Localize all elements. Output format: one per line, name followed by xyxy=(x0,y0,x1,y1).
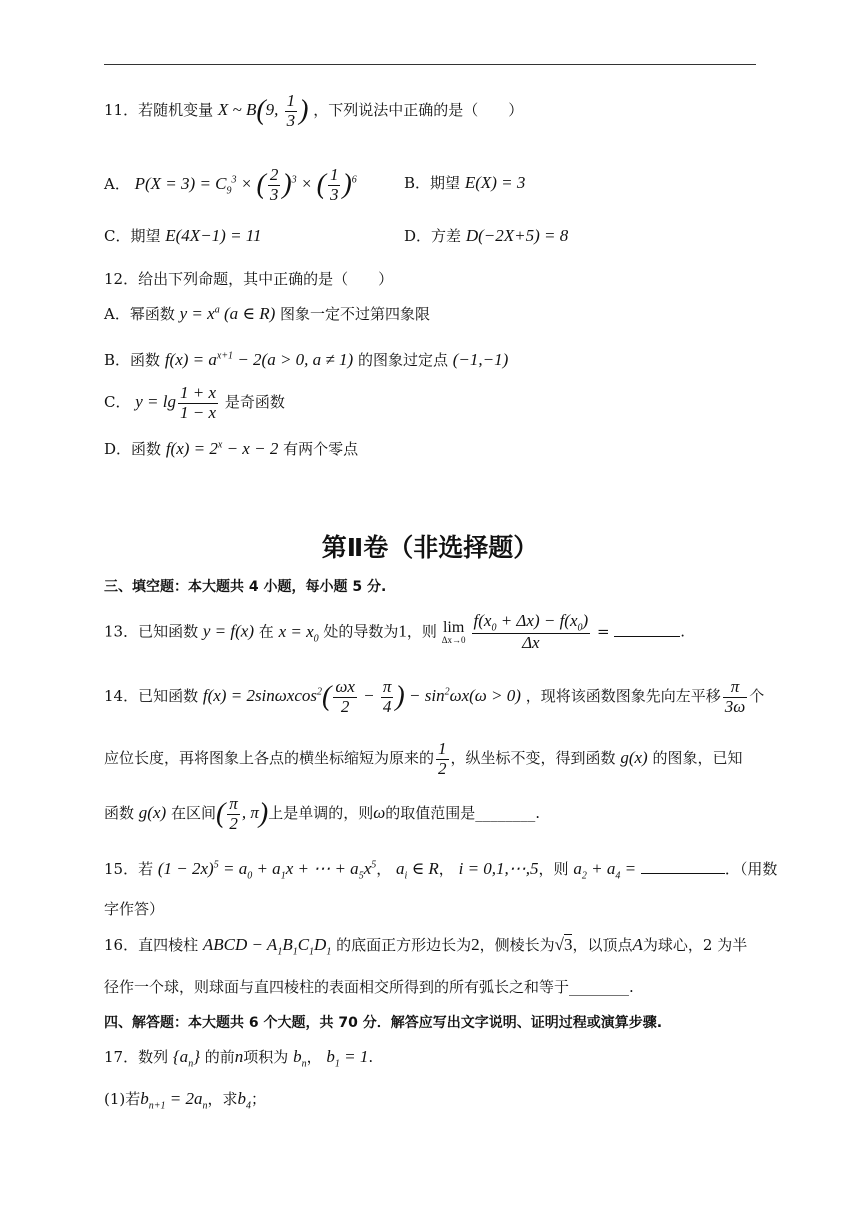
q16-text: 16．直四棱柱 xyxy=(104,936,199,954)
q16-vertex: A xyxy=(632,935,643,954)
q16-text: ，以顶点 xyxy=(572,936,633,954)
q14-text: 在区间 xyxy=(170,804,216,823)
q14-shift: $\frac{\pi}{3\omega}$ xyxy=(724,677,746,716)
q16-sqrt3: √3 xyxy=(554,935,573,954)
q12-option-b-math: $f(x) = a^{x+1} - 2(a > 0$, a ≠ 1) xyxy=(164,350,354,369)
section-title: 第Ⅱ卷（非选择题） xyxy=(321,533,539,562)
option-label: A．幂函数 xyxy=(104,305,175,323)
question-14-line-1 xyxy=(104,678,764,716)
q11-stem-end: ，下列说法中正确的是（ ） xyxy=(313,101,524,120)
q15-ai: $a_i$ ∈ R xyxy=(396,859,439,882)
q17-sequence: $\{a_n\}$ xyxy=(172,1047,200,1070)
option-label: C． xyxy=(104,393,131,412)
q12-option-a-math: $y = x^a$ (a ∈ R) xyxy=(179,304,276,323)
q14-omega: ω xyxy=(373,803,386,823)
question-12-stem: 12．给出下列命题，其中正确的是（ ） xyxy=(104,270,394,288)
q17-condition: $b_{n+1} = 2a_n$ xyxy=(140,1089,208,1112)
question-11-option-c xyxy=(104,225,262,246)
q17-text: (1)若 xyxy=(104,1090,141,1108)
q14-text: 的图象，已知 xyxy=(652,749,743,768)
part-4-heading: 四、解答题：本大题共 6 个大题，共 70 分．解答应写出文字说明、证明过程或演算步骤. xyxy=(104,1015,663,1031)
q14-g: g(x) xyxy=(620,748,648,768)
part-3-heading: 三、填空题：本大题共 4 小题，每小题 5 分. xyxy=(104,579,387,595)
q15-text: ，则 xyxy=(538,860,569,878)
q17-text: 项积为 xyxy=(243,1048,289,1066)
header-rule xyxy=(104,64,756,65)
q14-text: 14．已知函数 xyxy=(104,687,199,706)
q14-text: ，现将该函数图象先向左平移 xyxy=(525,687,721,706)
q12-option-d-math: $f(x) = 2^x - x - 2$ xyxy=(165,439,279,458)
option-label: D．函数 xyxy=(104,440,162,458)
q17-text: . xyxy=(368,1048,374,1066)
q14-text: ，纵坐标不变，得到函数 xyxy=(450,749,616,768)
option-label: A． xyxy=(104,175,130,194)
option-label: C．期望 xyxy=(104,227,161,245)
q14-function: f(x) = 2sinωxcos$^2$( $\frac{\omega x}{2}$ − $\frac{\pi}{4}$ ) − $\sin^2\omega x(\omega > 0)$ xyxy=(202,677,521,716)
q13-text: 处的导数为 xyxy=(323,622,399,641)
question-11-option-d xyxy=(404,225,568,246)
option-text: 图象一定不过第四象限 xyxy=(280,305,431,323)
q17-text: ， xyxy=(306,1048,322,1066)
q16-text: ，侧棱长为 xyxy=(479,936,555,954)
q15-target: $a_2 + a_4$ = xyxy=(573,859,637,882)
question-17-part-1 xyxy=(104,1088,266,1111)
q14-half: $\frac{1}{2}$ xyxy=(438,739,447,778)
q12-option-c-math: y = lg $\frac{1 + x}{1 - x}$ xyxy=(135,383,217,422)
option-label: B．函数 xyxy=(104,351,161,369)
q13-limit-fraction: $\frac{f(x_0 + \Delta x) - f(x_0)}{\Delta x}$ xyxy=(473,611,589,653)
option-text: 是奇函数 xyxy=(224,393,285,412)
question-15-line-1 xyxy=(104,858,777,881)
question-16-line-2: 径作一个球，则球面与直四棱柱的表面相交所得到的所有弧长之和等于________. xyxy=(104,978,634,996)
option-label: B．期望 xyxy=(404,174,461,192)
q11-stem-text: 11．若随机变量 xyxy=(104,101,214,120)
q13-text: . xyxy=(680,622,686,641)
question-12-option-b xyxy=(104,349,508,370)
q15-text: 15．若 xyxy=(104,860,154,878)
question-14-line-3 xyxy=(104,795,540,833)
q15-text: ， xyxy=(376,860,392,878)
question-11-option-a xyxy=(104,166,357,204)
q14-text: 应位长度，再将图象上各点的横坐标缩短为原来的 xyxy=(104,749,435,768)
q17-b1: $b_1 = 1$ xyxy=(326,1047,369,1070)
q14-text: 上是单调的，则 xyxy=(268,804,374,823)
q16-text: 为球心，2 为半 xyxy=(642,936,748,954)
q14-text: 个 xyxy=(749,687,765,706)
q11-distribution: X ~ B(9, $\frac{1}{3}$ ) xyxy=(217,91,309,130)
option-text: 的图象过定点 xyxy=(357,351,448,369)
q17-bn: $b_n$ xyxy=(293,1047,307,1070)
q13-x0: $x = x_0$ xyxy=(278,621,319,644)
q15-expansion: $(1 - 2x)^5 = a_0 + a_1x$ + ⋯ + $a_5x^5$ xyxy=(157,859,377,882)
q12-option-b-point: (−1,−1) xyxy=(452,350,509,369)
option-label: D．方差 xyxy=(404,227,462,245)
answer-blank[interactable] xyxy=(614,622,680,637)
q14-text: 函数 xyxy=(104,804,135,823)
q16-text: 的底面正方形边长为 xyxy=(336,936,472,954)
q17-text: ，求 xyxy=(207,1090,238,1108)
q15-text: ．（用数 xyxy=(724,860,778,878)
q13-function: y = f(x) xyxy=(202,621,254,641)
question-14-line-2 xyxy=(104,740,742,778)
q13-text: 13．已知函数 xyxy=(104,622,199,641)
q16-side-length: 2 xyxy=(471,935,480,954)
question-12-option-c xyxy=(104,384,285,422)
question-12-option-d xyxy=(104,438,358,459)
q14-interval: ( $\frac{\pi}{2}$ , π) xyxy=(215,794,269,833)
q17-text: ； xyxy=(251,1090,267,1108)
q17-target: $b_4$ xyxy=(237,1089,251,1112)
q14-text: 的取值范围是________. xyxy=(385,804,540,823)
q16-prism: ABCD − $A_1B_1C_1D_1$ xyxy=(202,935,332,958)
option-text: 有两个零点 xyxy=(283,440,359,458)
q13-text: 在 xyxy=(258,622,274,641)
q13-text: ，则 xyxy=(406,622,437,641)
q17-text: 的前 xyxy=(204,1048,235,1066)
answer-blank[interactable] xyxy=(641,859,725,874)
q17-text: 17．数列 xyxy=(104,1048,169,1066)
q11-option-a-math: $P(X = 3) = C_9^3$ × ( $\frac{2}{3}$ )$^3$ × ( $\frac{1}{3}$ )$^6$ xyxy=(134,165,357,204)
q11-option-b-math: E(X) = 3 xyxy=(464,173,526,192)
q13-limit-operator: lim Δx→0 xyxy=(441,619,466,646)
q14-g: g(x) xyxy=(138,803,167,823)
q11-option-c-math: E(4X−1) = 11 xyxy=(165,226,262,245)
question-11-stem xyxy=(104,92,523,130)
question-11-option-b xyxy=(404,172,525,193)
q13-derivative-value: 1 xyxy=(398,621,407,641)
question-17 xyxy=(104,1046,373,1069)
question-16-line-1 xyxy=(104,934,747,957)
q15-index: i = 0,1,⋯,5 xyxy=(458,859,539,878)
question-15-line-2: 字作答） xyxy=(104,900,165,918)
question-13: 13．已知函数 y = f(x) 在 $x = x_0$ 处的导数为1，则 lim Δx→0 $\frac{f(x_0 + \Delta x) - f(x_0)}{\Delta x}$ = . xyxy=(104,611,686,653)
q15-text: ， xyxy=(438,860,454,878)
question-12-option-a xyxy=(104,303,430,324)
q17-n: n xyxy=(234,1047,244,1066)
q11-option-d-math: D(−2X+5) = 8 xyxy=(465,226,569,245)
